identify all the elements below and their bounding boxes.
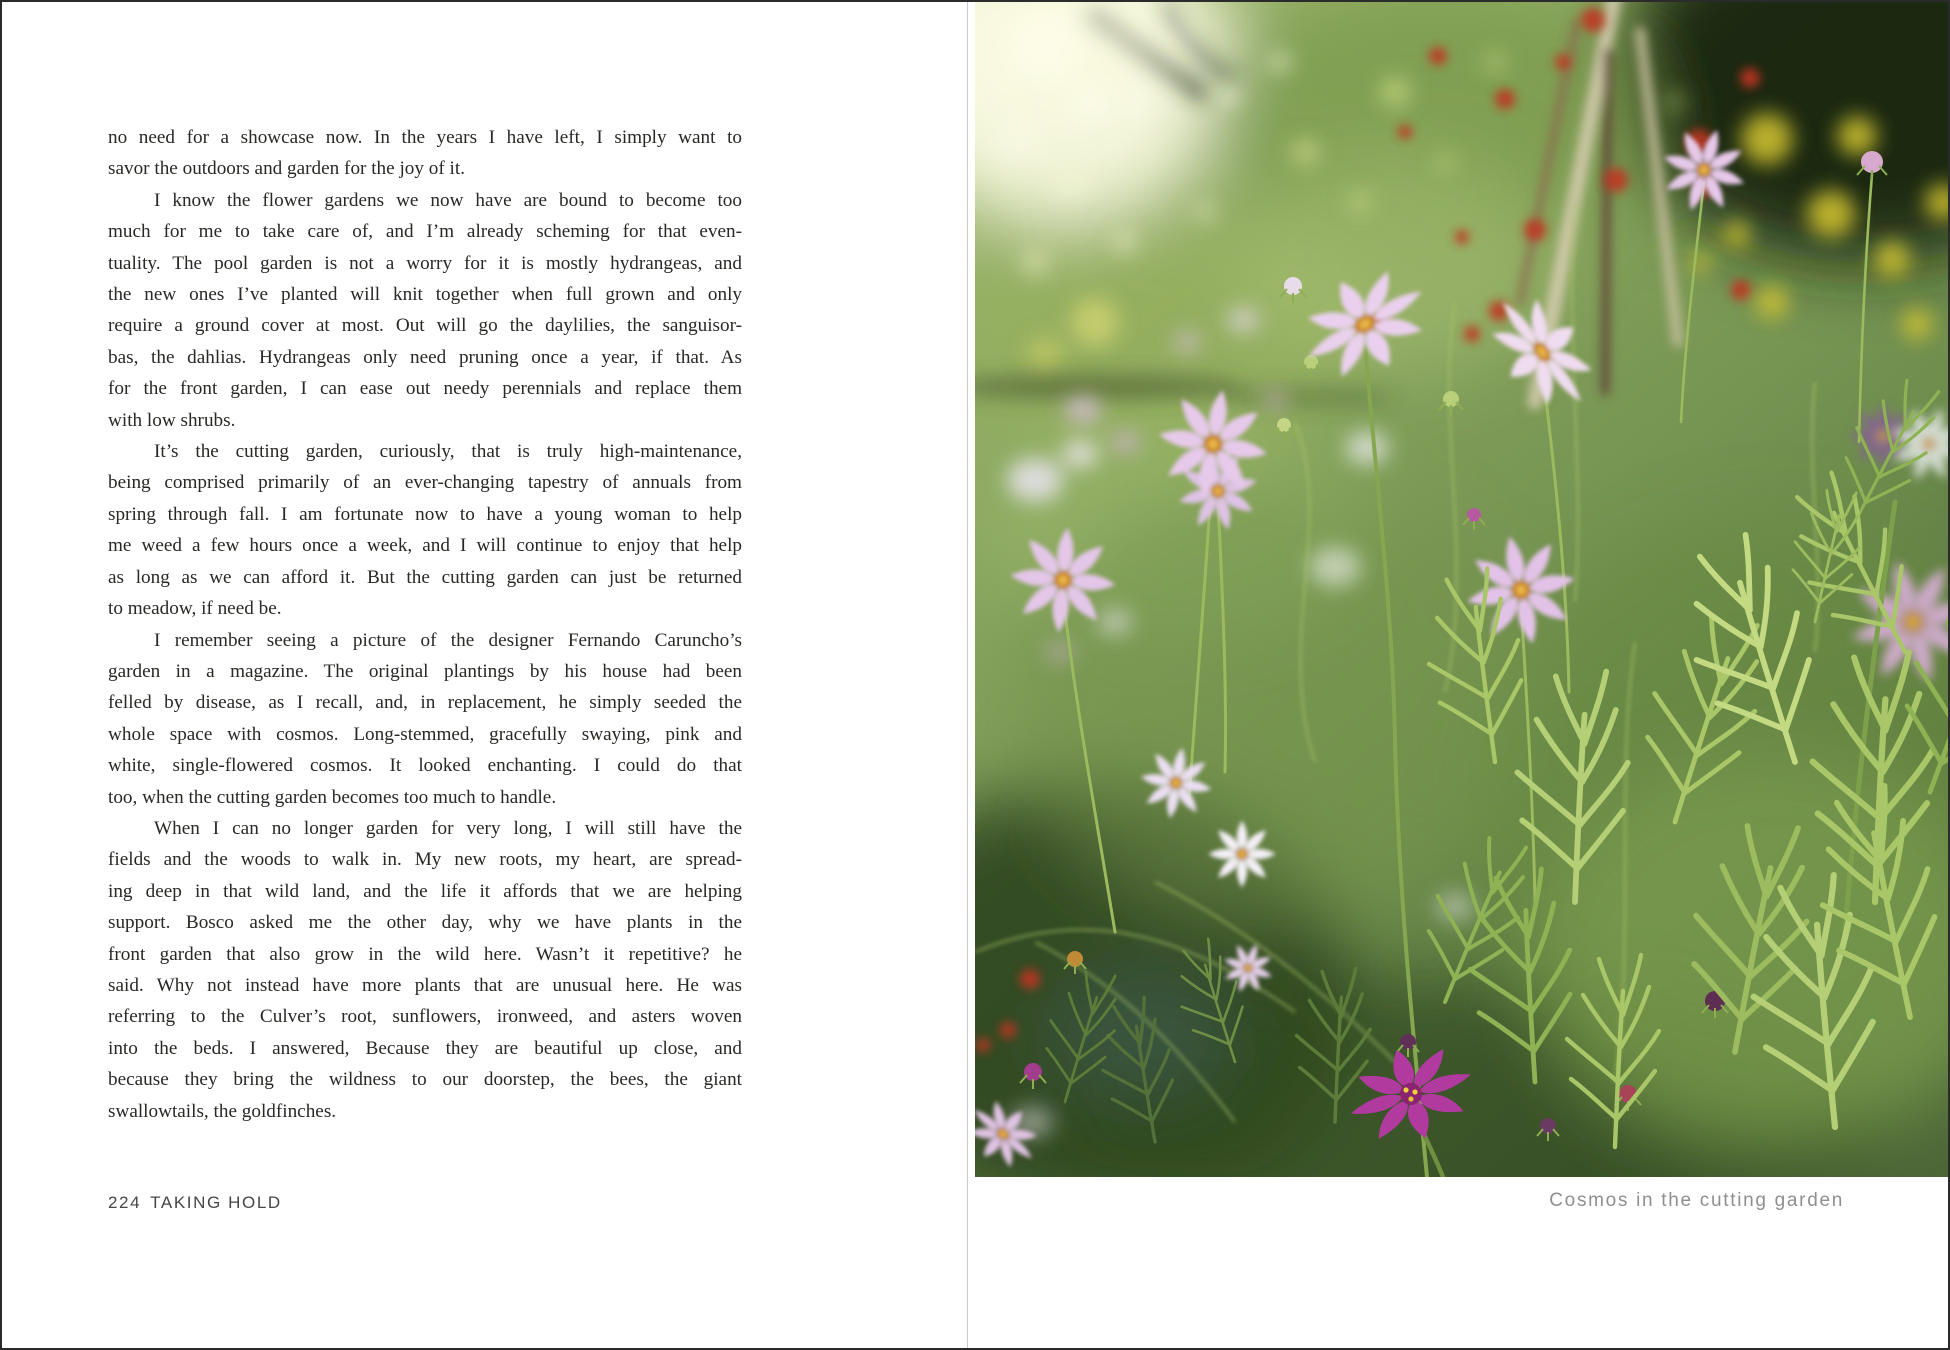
page-footer: [108, 1193, 282, 1213]
text-line: felled by disease, as I recall, and, in replacement, he simply seeded the: [108, 692, 742, 714]
text-line: fields and the woods to walk in. My new roots, my heart, are spread-: [108, 849, 742, 871]
text-line: being comprised primarily of an ever-changing tapestry of annuals from: [108, 472, 742, 494]
text-line: said. Why not instead have more plants that are unusual here. He was: [108, 974, 742, 996]
garden-photo-svg: [975, 2, 1948, 1177]
text-line: garden in a magazine. The original plantings by his house had been: [108, 660, 742, 682]
text-line: referring to the Culver’s root, sunflowers, ironweed, and asters woven: [108, 1006, 742, 1028]
garden-photo: [975, 2, 1948, 1177]
text-line: for the front garden, I can ease out needy perennials and replace them: [108, 378, 742, 400]
text-line: front garden that also grow in the wild here. Wasn’t it repetitive? he: [108, 943, 742, 965]
text-line: require a ground cover at most. Out will go the daylilies, the sanguisor-: [108, 315, 742, 337]
text-line: I know the flower gardens we now have are bound to become too: [154, 189, 742, 211]
text-line: too, when the cutting garden becomes too much to handle.: [108, 786, 557, 808]
text-line: me weed a few hours once a week, and I will continue to enjoy that help: [108, 535, 742, 557]
page-gutter-divider: [967, 2, 968, 1348]
text-line: because they bring the wildness to our doorstep, the bees, the giant: [108, 1069, 742, 1091]
text-line: ing deep in that wild land, and the life it affords that we are helping: [108, 880, 742, 902]
text-line: spring through fall. I am fortunate now to have a young woman to help: [108, 503, 742, 525]
text-line: with low shrubs.: [108, 409, 236, 431]
text-line: I remember seeing a picture of the designer Fernando Caruncho’s: [154, 629, 742, 651]
text-line: bas, the dahlias. Hydrangeas only need pruning once a year, if that. As: [108, 346, 742, 368]
background-blur-masses: [975, 2, 1948, 1177]
text-line: savor the outdoors and garden for the joy of it.: [108, 158, 466, 180]
text-line: whole space with cosmos. Long-stemmed, gracefully swaying, pink and: [108, 723, 742, 745]
text-line: into the beds. I answered, Because they are beautiful up close, and: [108, 1037, 742, 1059]
text-line: as long as we can afford it. But the cutting garden can just be returned: [108, 566, 742, 588]
text-line: tuality. The pool garden is not a worry for it is mostly hydrangeas, and: [108, 252, 742, 274]
text-line: support. Bosco asked me the other day, why we have plants in the: [108, 912, 742, 934]
photo-caption: Cosmos in the cutting garden: [1549, 1190, 1844, 1211]
running-title: TAKING HOLD: [150, 1193, 282, 1212]
text-line: no need for a showcase now. In the years I have left, I simply want to: [108, 127, 742, 148]
text-line: white, single-flowered cosmos. It looked enchanting. I could do that: [108, 755, 742, 777]
text-line: to meadow, if need be.: [108, 598, 282, 620]
text-line: When I can no longer garden for very long, I will still have the: [154, 817, 742, 839]
body-text: [108, 122, 742, 1127]
text-line: It’s the cutting garden, curiously, that is truly high-maintenance,: [154, 441, 742, 463]
text-line: much for me to take care of, and I’m already scheming for that even-: [108, 221, 742, 243]
text-line: the new ones I’ve planted will knit together when full grown and only: [108, 284, 742, 306]
page-number: 224: [108, 1193, 142, 1212]
text-line: swallowtails, the goldfinches.: [108, 1100, 337, 1122]
